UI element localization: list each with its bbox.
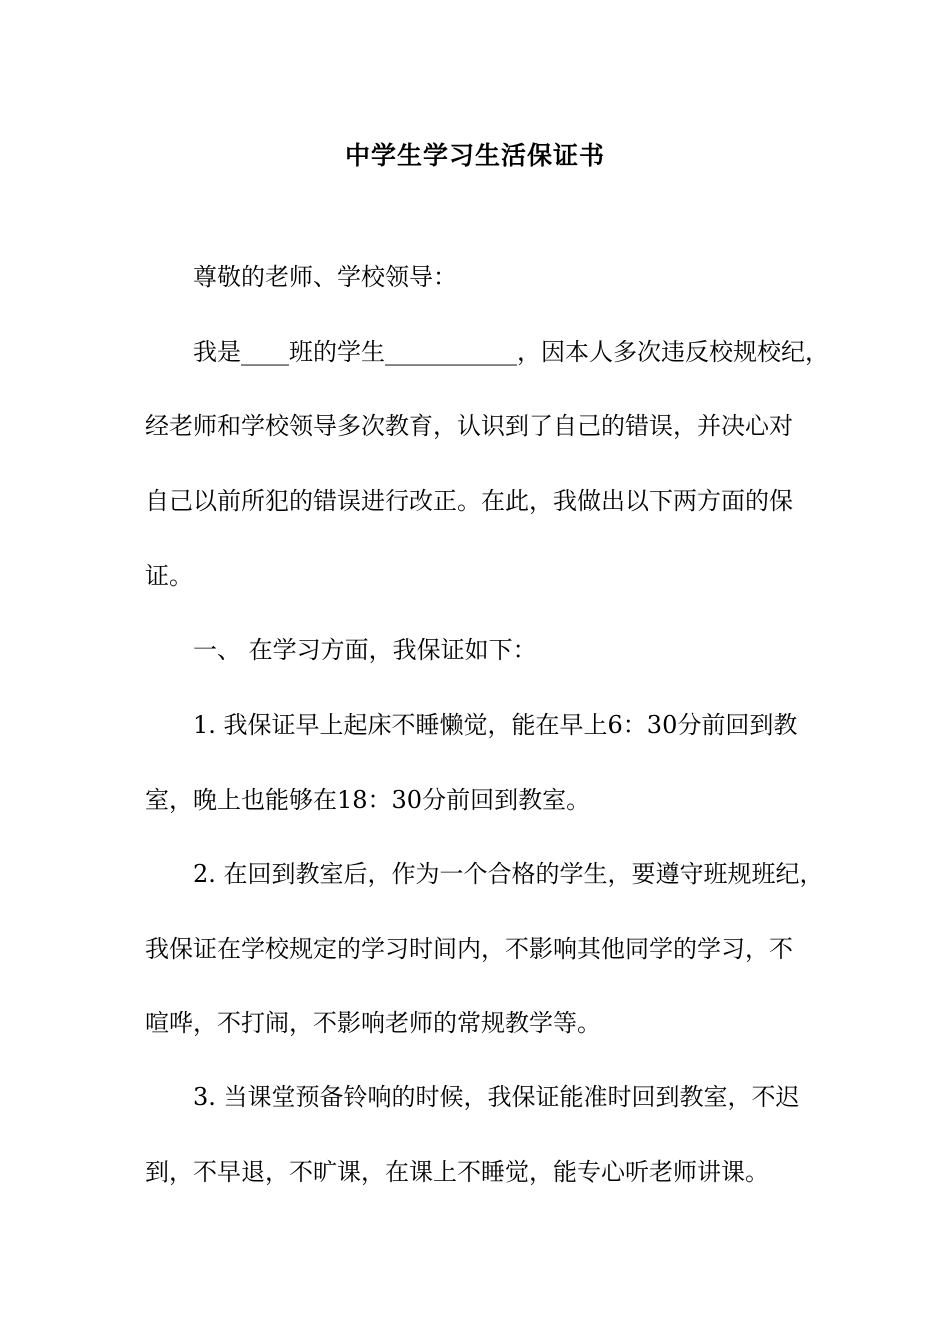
list-item-continuation: 室，晚上也能够在18：30分前回到教室。	[145, 786, 591, 814]
body-line: 经老师和学校领导多次教育，认识到了自己的错误，并决心对	[145, 412, 793, 440]
list-item: 2. 在回到教室后，作为一个合格的学生，要遵守班规班纪，	[193, 860, 824, 888]
body-line: 证。	[145, 562, 193, 590]
list-item-continuation: 喧哗，不打闹，不影响老师的常规教学等。	[145, 1009, 601, 1037]
section-heading: 一、 在学习方面，我保证如下：	[193, 636, 537, 664]
salutation: 尊敬的老师、学校领导：	[193, 263, 457, 291]
list-item: 3. 当课堂预备铃响的时候，我保证能准时回到教室，不迟	[193, 1083, 800, 1111]
list-item-continuation: 我保证在学校规定的学习时间内，不影响其他同学的学习，不	[145, 935, 793, 963]
list-item-continuation: 到，不早退，不旷课，在课上不睡觉，能专心听老师讲课。	[145, 1158, 769, 1186]
list-item: 1. 我保证早上起床不睡懒觉，能在早上6：30分前回到教	[193, 711, 798, 739]
document-title: 中学生学习生活保证书	[344, 141, 605, 170]
body-line: 自己以前所犯的错误进行改正。在此，我做出以下两方面的保	[145, 487, 793, 515]
body-line: 我是____班的学生___________，因本人多次违反校规校纪，	[193, 338, 829, 366]
